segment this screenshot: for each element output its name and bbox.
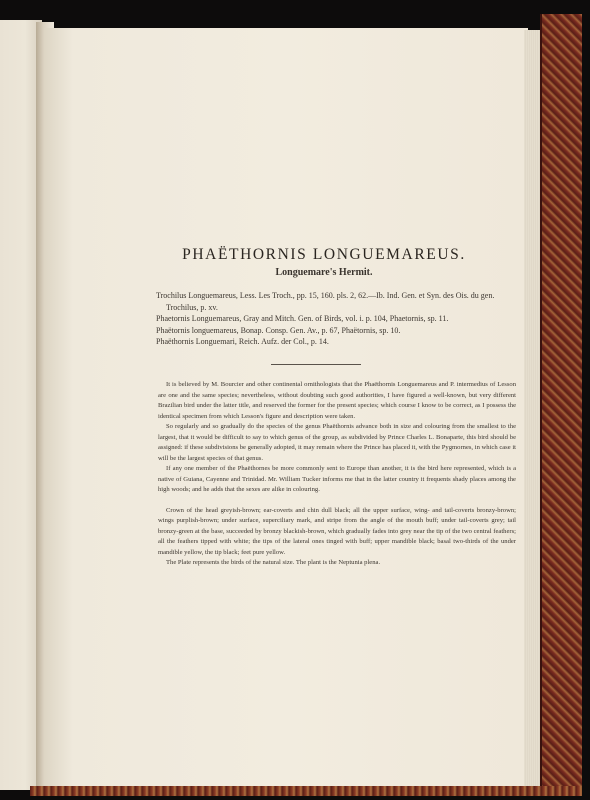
body-paragraph: It is believed by M. Bourcier and other continental ornithologists that the Phaëthornis Longuemareus and P. intermedius of Lesson are one and the same species; nevertheless, without doubting such good authorities, I have figured a well-known, but very different Brazilian bird under the latter title, and reserved the former for the present species; which course I know to be correct, as I possess the identical specimen from which Lesson's figure and description were taken. [158, 381, 516, 420]
body-text [158, 380, 516, 569]
body-paragraph: If any one member of the Phaëthornes be more commonly sent to Europe than another, it is the bird here represented, which is a native of Guiana, Cayenne and Trinidad. Mr. William Tucker informs me that in the latter country it frequents shady places among the high woods; and he adds that the sexes are alike in colouring. [158, 465, 516, 493]
synonym-entry: Trochilus Longuemareus, Less. Les Troch., pp. 15, 160. pls. 2, 62.—Ib. Ind. Gen. et Syn. des Ois. du gen. Trochilus, p. xv. [156, 291, 495, 312]
body-paragraph: So regularly and so gradually do the species of the genus Phaëthornis advance both in size and colouring from the smallest to the largest, that it would be difficult to say to which genus of the group, as subdivided by Prince Charles L. Bonaparte, this bird should be assigned: if these subdivisions be generally adopted, it may remain where the Prince has placed it, with the Pygmornes, in which case it will be the largest species of that genus. [158, 423, 516, 462]
plate-note-paragraph: The Plate represents the birds of the natural size. The plant is the Neptunia plena. [166, 559, 381, 566]
synonym-entry: Phaetornis Longuemareus, Gray and Mitch. Gen. of Birds, vol. i. p. 104, Phaetornis, sp. 11. [156, 314, 449, 324]
description-paragraph: Crown of the head greyish-brown; ear-coverts and chin dull black; all the upper surface, wing- and tail-coverts bronzy-brown; wings purplish-brown; under surface, superciliary mark, and stripe from the angle of the mouth buff; under tail-coverts grey; tail bronzy-green at the base, succeeded by bronzy blackish-brown, which gradually fades into grey near the tip of the two central feathers; all the feathers tipped with white; the tips of the lateral ones tinged with buff; upper mandible black; basal two-thirds of the under mandible yellow, the tip black; feet pure yellow. [158, 506, 516, 556]
cover-edge-right [540, 14, 582, 794]
page-subtitle: Longuemare's Hermit. [275, 267, 373, 278]
section-divider [271, 364, 361, 365]
cover-edge-bottom [30, 786, 582, 796]
synonym-entry: Phaëtornis longuemareus, Bonap. Consp. Gen. Av., p. 67, Phaëtornis, sp. 10. [156, 325, 401, 335]
page-title: PHAËTHORNIS LONGUEMAREUS. [182, 246, 466, 263]
book-page [44, 28, 528, 788]
synonymy-list [156, 290, 516, 348]
synonym-entry: Phaëthornis Longuemari, Reich. Aufz. der Col., p. 14. [156, 337, 329, 347]
